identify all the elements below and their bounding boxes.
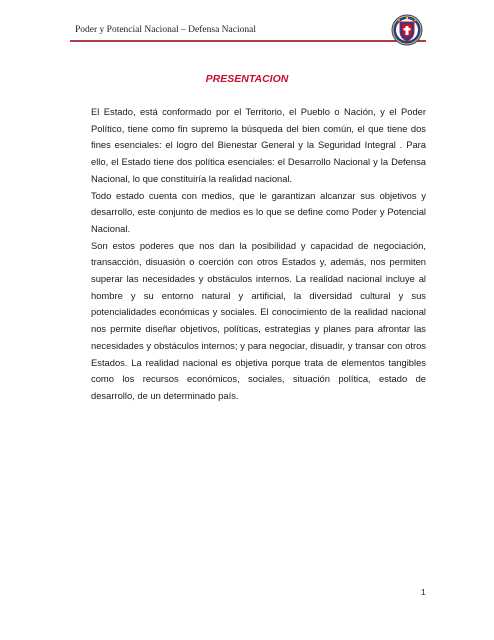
institution-shield-crest-icon <box>391 13 423 47</box>
document-body <box>91 104 426 405</box>
page-number: 1 <box>421 587 426 597</box>
header-divider <box>70 40 426 42</box>
paragraph-estado: El Estado, está conformado por el Territorio, el Pueblo o Nación, y el Poder Político, tiene como fin supremo la búsqueda del bien común, el que tiene dos fines esenciales: el logro del Bienestar General y la Seguridad Integral . Para ello, el Estado tiene dos política esenciales: el Desarrollo Nacional y la Defensa Nacional, lo que constituiría la realidad nacional. <box>91 106 426 184</box>
paragraph-medios: Todo estado cuenta con medios, que le garantizan alcanzar sus objetivos y desarrollo, este conjunto de medios es lo que se define como Poder y Potencial Nacional. <box>91 189 426 234</box>
paragraph-poderes: Son estos poderes que nos dan la posibilidad y capacidad de negociación, transacción, disuasión o coerción con otros Estados y, además, nos permiten superar las necesidades y obstáculos internos. La realidad nacional incluye al hombre y su entorno natural y artificial, la diversidad cultural y sus potencialidades económicas y sociales. El conocimiento de la realidad nacional nos permite diseñar objetivos, políticas, estrategias y planes para afrontar las necesidades y obstáculos internos; y para negociar, disuadir, y transar con otros Estados. La realidad nacional es objetiva porque trata de elementos tangibles como los recursos económicos, sociales, situación política, estado de desarrollo, de un determinado país. <box>91 239 426 401</box>
running-header-title: Poder y Potencial Nacional – Defensa Nacional <box>75 25 256 35</box>
document-heading: PRESENTACION <box>205 73 289 85</box>
